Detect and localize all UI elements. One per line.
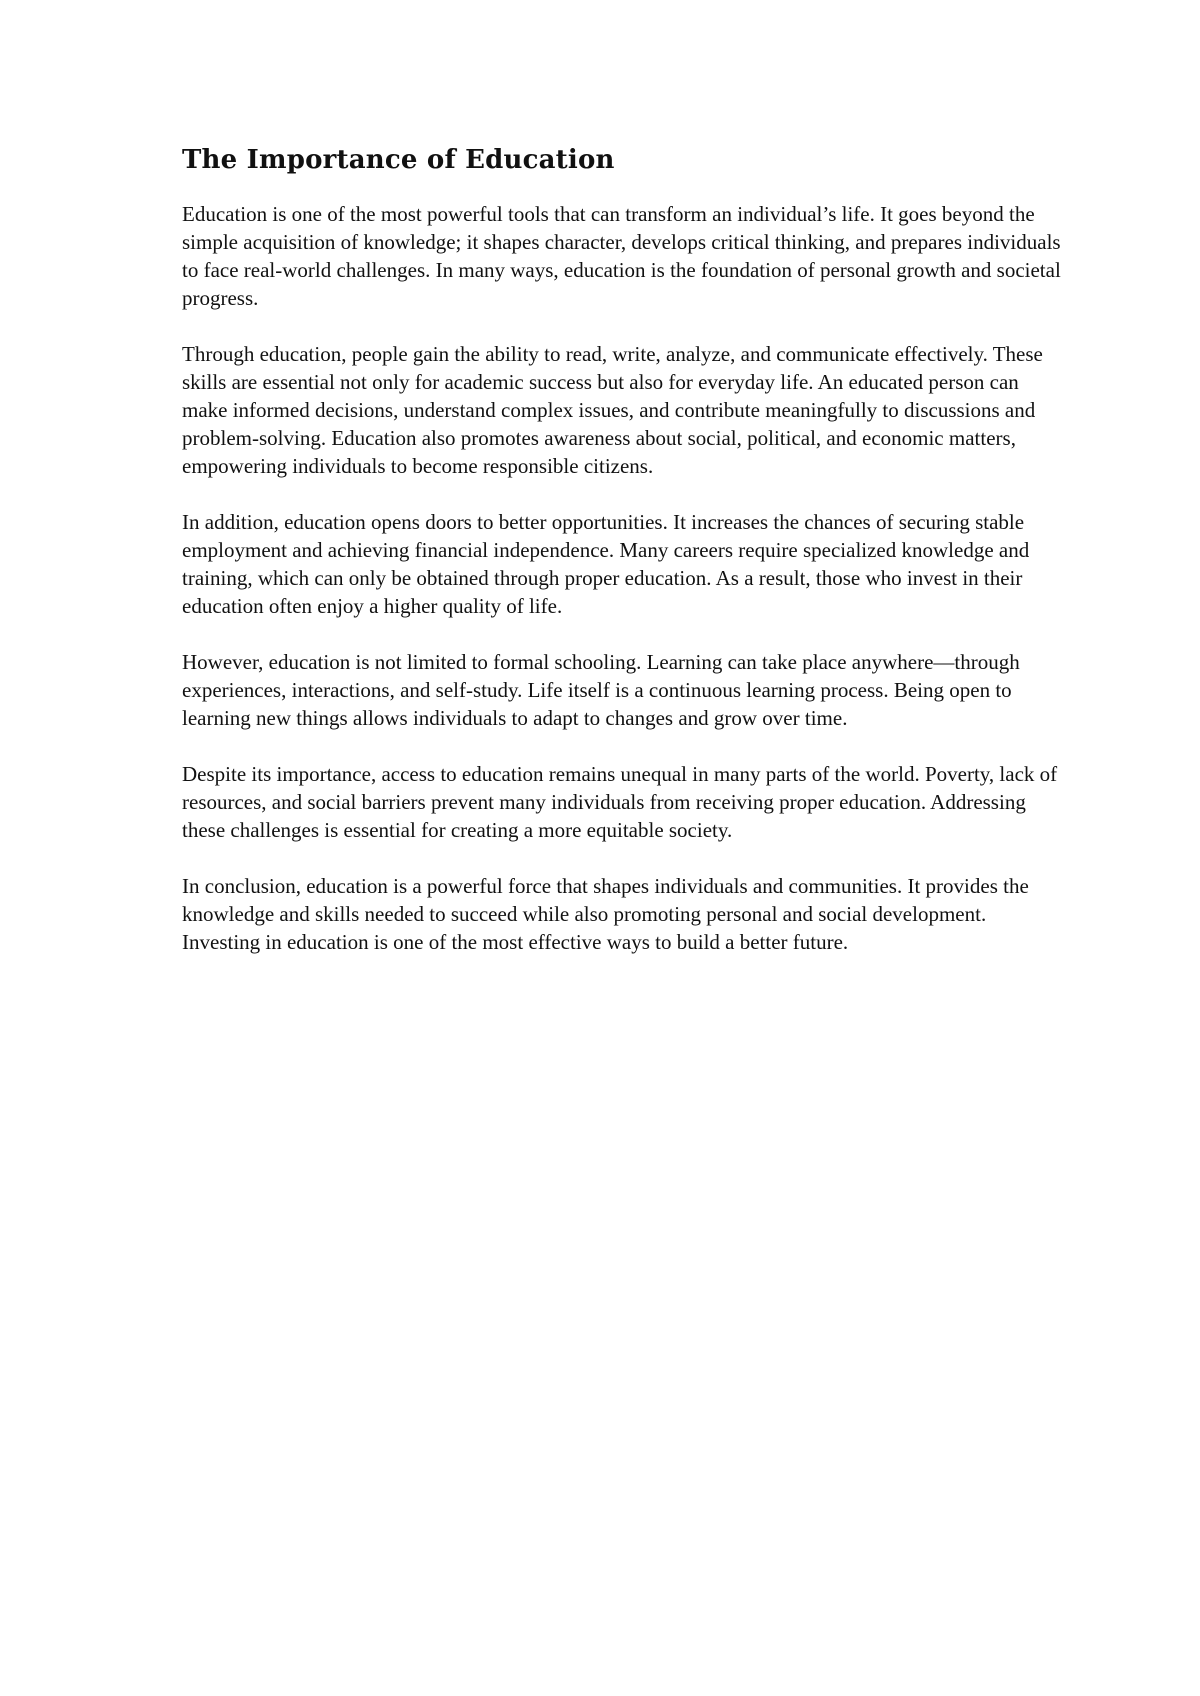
document-title: The Importance of Education [182, 145, 615, 175]
document-body [182, 142, 1062, 984]
paragraph-conclusion: In conclusion, education is a powerful force that shapes individuals and communities. It provides the knowledge and skills needed to succeed while also promoting personal and social development. Investing in education is one of the most effective ways to build a better future. [182, 874, 1029, 954]
paragraph-informal-learning: However, education is not limited to formal schooling. Learning can take place anywhere—through experiences, interactions, and self-study. Life itself is a continuous learning process. Being open to learning new things allows individuals to adapt to changes and grow over time. [182, 650, 1020, 730]
paragraph-opportunities: In addition, education opens doors to better opportunities. It increases the chances of securing stable employment and achieving financial independence. Many careers require specialized knowledge and training, which can only be obtained through proper education. As a result, those who invest in their education often enjoy a higher quality of life. [182, 510, 1030, 618]
paragraph-skills: Through education, people gain the ability to read, write, analyze, and communicate effectively. These skills are essential not only for academic success but also for everyday life. An educated person can make informed decisions, understand complex issues, and contribute meaningfully to discussions and problem-solving. Education also promotes awareness about social, political, and economic matters, empowering individuals to become responsible citizens. [182, 342, 1043, 478]
paragraph-access: Despite its importance, access to education remains unequal in many parts of the world. Poverty, lack of resources, and social barriers prevent many individuals from receiving proper education. Addressing these challenges is essential for creating a more equitable society. [182, 762, 1058, 842]
paragraph-intro: Education is one of the most powerful tools that can transform an individual’s life. It goes beyond the simple acquisition of knowledge; it shapes character, develops critical thinking, and prepares individuals to face real-world challenges. In many ways, education is the foundation of personal growth and societal progress. [182, 202, 1061, 310]
